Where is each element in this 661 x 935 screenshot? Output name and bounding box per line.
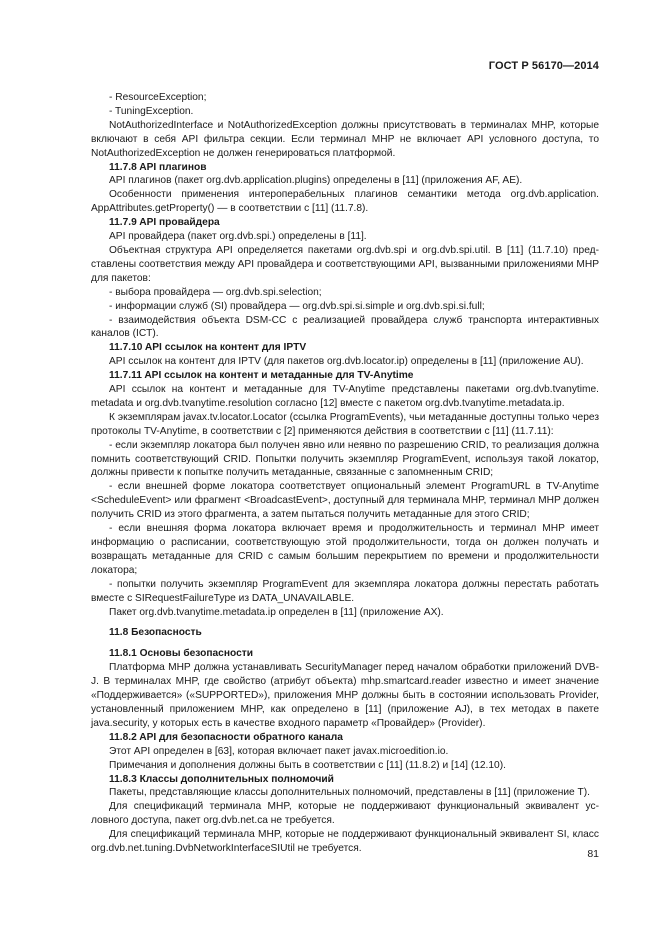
list-item: - ResourceException; (109, 92, 207, 103)
section-heading: 11.8 Безопасность (109, 627, 202, 639)
paragraph: NotAuthorizedInterface и NotAuthorizedException должны присутствовать в терминалах MHP, которые включают в себя API фильтра секции. Если терминал MHP не включает API условного доступа, то NotAuthorizedException не должен генерироваться платформой. (91, 119, 599, 159)
page-number: 81 (587, 848, 599, 860)
paragraph: Платформа MHP должна устанавливать SecurityManager перед началом обработки приложений DVB-J. В терминалах MHP, где свойство (атрибут объекта) mhp.smartcard.reader известно и имеет значение «Поддерживается» («SUPPORTED»), приложения MHP должны быть в состоянии использовать Provider, установленный приложением MHP, как определено в [11] (приложение AJ), в тех методах в пакете java.security, у которых есть в качестве входного параметр «Провайдер» (Provider). (91, 662, 599, 729)
list-item: - выбора провайдера — org.dvb.spi.selection; (109, 286, 322, 298)
paragraph: Пакет org.dvb.tvanytime.metadata.ip определен в [11] (приложение AX). (109, 606, 444, 618)
section-heading: 11.7.10 API ссылок на контент для IPTV (109, 342, 307, 354)
spacer (91, 640, 599, 647)
document-body (91, 91, 599, 856)
paragraph: API плагинов (пакет org.dvb.application.plugins) определены в [11] (приложения AF, AE). (109, 175, 523, 187)
section-heading: 11.8.1 Основы безопасности (109, 648, 253, 660)
paragraph: - если экземпляр локатора был получен явно или неявно по разрешению CRID, то реализация должна помнить соответствующий CRID. Попытки получить экземпляр ProgramEvent, используя такой локатор, должны привести к попытке получить метаданные, связанные с запомненным CRID; (91, 439, 599, 479)
list-item: - взаимодействия объекта DSM-CC с реализацией провайдера служб транспорта интерактивных каналов (ICT). (91, 314, 599, 340)
section-heading: 11.7.9 API провайдера (109, 217, 220, 229)
paragraph: API ссылок на контент для IPTV (для пакетов org.dvb.locator.ip) определены в [11] (приложение AU). (109, 356, 584, 368)
section-heading: 11.7.11 API ссылок на контент и метаданные для TV-Anytime (109, 370, 414, 382)
section-heading: 11.7.8 API плагинов (109, 161, 207, 173)
paragraph: Особенности применения интероперабельных плагинов семантики метода org.dvb.application. AppAttributes.getProperty() — в соответствии с [11] (11.7.8). (91, 189, 599, 215)
list-item: - TuningException. (109, 105, 194, 117)
paragraph: - попытки получить экземпляр ProgramEvent для экземпляра локатора должны перестать работать вместе с SIRequestFailureType из DATA_UNAVAILABLE. (91, 578, 599, 604)
list-item: - информации служб (SI) провайдера — org.dvb.spi.si.simple и org.dvb.spi.si.full; (109, 300, 485, 312)
section-heading: 11.8.2 API для безопасности обратного канала (109, 731, 343, 743)
paragraph: API ссылок на контент и метаданные для TV-Anytime представлены пакетами org.dvb.tvanytime. metadata и org.dvb.tvanytime.resolution согласно [12] вместе с пакетом org.dvb.tvanytime.metadata.ip. (91, 384, 599, 409)
section-heading: 11.8.3 Классы дополнительных полномочий (109, 773, 334, 785)
paragraph: Пакеты, представляющие классы дополнительных полномочий, представлены в [11] (приложение T). (109, 787, 590, 799)
paragraph: API провайдера (пакет org.dvb.spi.) определены в [11]. (109, 231, 367, 243)
paragraph: - если внешняя форма локатора включает время и продолжительность и терминал MHP имеет информацию о расписании, соответствующую этой продолжительности, тогда он должен получать и возвращать метаданные для CRID с самым большим перекрытием по времени и продолжительности локатора; (91, 523, 599, 576)
paragraph: Этот API определен в [63], которая включает пакет javax.microedition.io. (109, 745, 449, 757)
paragraph: - если внешней форме локатора соответствует опциональный элемент ProgramURL в TV-Anytime <ScheduleEvent> или фрагмент <BroadcastEvent>, доступный для терминала MHP, терминал MHP должен получить CRID из этого фрагмента, а затем пытаться получить метаданные для этого CRID; (91, 481, 599, 521)
paragraph: Для спецификаций терминала MHP, которые не поддерживают функциональный эквивалент условного доступа, пакет org.dvb.net.ca не требуется. (91, 801, 599, 827)
paragraph: Примечания и дополнения должны быть в соответствии с [11] (11.8.2) и [14] (12.10). (109, 759, 506, 771)
paragraph: Объектная структура API определяется пакетами org.dvb.spi и org.dvb.spi.util. В [11] (11.7.10) представлены соответствия между API провайдера и соответствующими API, вызванными приложениями MHP для пакетов: (91, 244, 599, 284)
paragraph: К экземплярам javax.tv.locator.Locator (ссылка ProgramEvents), чьи метаданные доступны только через протоколы TV-Anytime, в соответствии с [2] применяются действия в соответствии с [11] (11.7.11): (91, 411, 599, 437)
document-header: ГОСТ Р 56170—2014 (488, 60, 599, 72)
paragraph: Для спецификаций терминала MHP, которые не поддерживают функциональный эквивалент SI, класс org.dvb.net.tuning.DvbNetworkInterfaceSIUtil не требуется. (91, 829, 599, 855)
spacer (91, 619, 599, 626)
